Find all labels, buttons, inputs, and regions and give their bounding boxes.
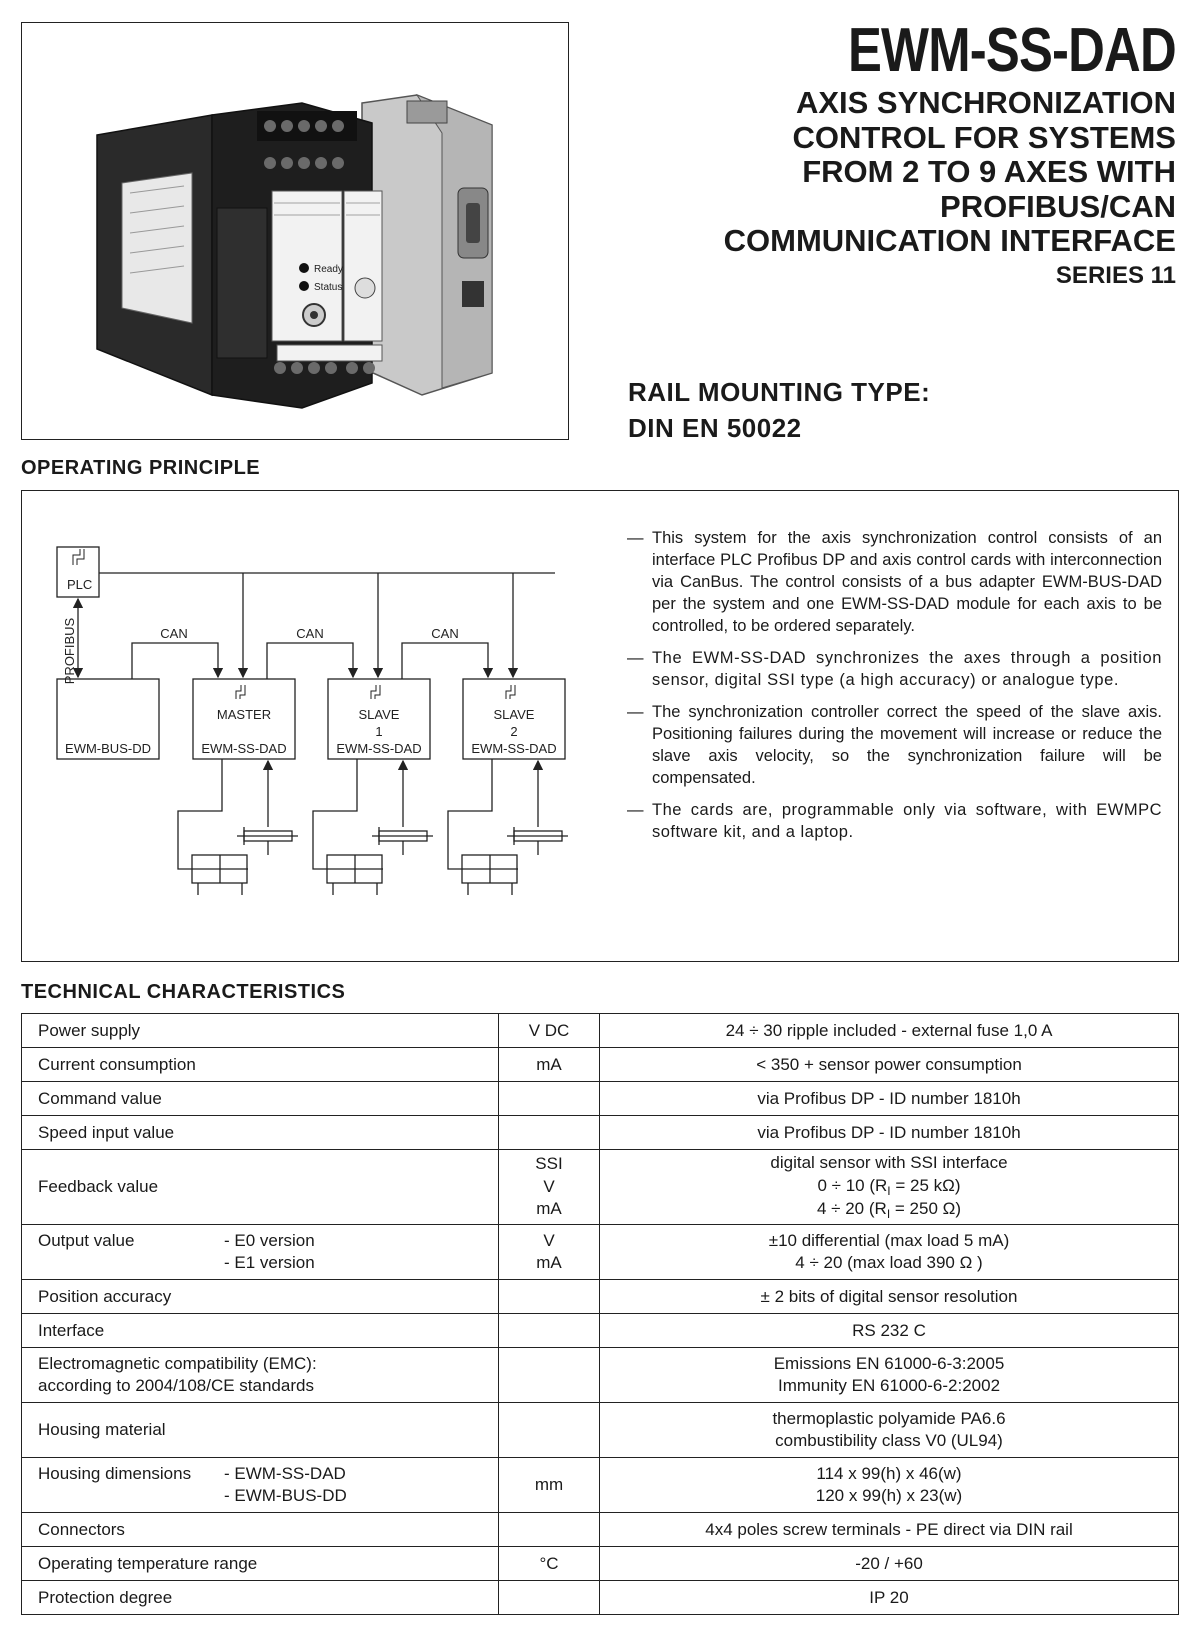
row-value: 24 ÷ 30 ripple included - external fuse 1,0 A bbox=[600, 1014, 1179, 1048]
module-label: EWM-SS-DAD bbox=[336, 741, 422, 756]
row-unit bbox=[499, 1348, 600, 1403]
table-row bbox=[22, 1150, 1179, 1225]
table-row bbox=[22, 1403, 1179, 1458]
subtitle-line: COMMUNICATION INTERFACE bbox=[723, 223, 1176, 258]
product-title: EWM-SS-DAD bbox=[848, 16, 1176, 85]
table-row bbox=[22, 1116, 1179, 1150]
version-line: - EWM-BUS-DD bbox=[224, 1486, 347, 1505]
row-unit bbox=[499, 1280, 600, 1314]
value-line: Emissions EN 61000-6-3:2005 bbox=[773, 1353, 1005, 1373]
row-unit bbox=[499, 1150, 600, 1225]
operating-principle-text bbox=[627, 527, 1162, 853]
value-part: 4 ÷ 20 (R bbox=[817, 1199, 887, 1219]
table-row bbox=[22, 1225, 1179, 1280]
principle-paragraph bbox=[627, 647, 1162, 691]
technical-table bbox=[21, 1013, 1179, 1615]
unit-line: V bbox=[543, 1176, 555, 1196]
unit-line: V bbox=[543, 1230, 555, 1250]
row-unit: °C bbox=[499, 1547, 600, 1581]
value-part: 0 ÷ 10 (R bbox=[817, 1175, 888, 1195]
name-text: Output value bbox=[38, 1230, 135, 1250]
row-value: -20 / +60 bbox=[600, 1547, 1179, 1581]
version-line: - E0 version bbox=[224, 1230, 315, 1250]
subtitle-line: CONTROL FOR SYSTEMS bbox=[792, 119, 1176, 155]
product-illustration bbox=[22, 23, 570, 441]
row-name bbox=[22, 1458, 499, 1513]
name-text: Housing dimensions bbox=[38, 1463, 192, 1483]
plc-label: PLC bbox=[67, 577, 93, 592]
rail-mounting-info bbox=[628, 374, 930, 446]
rail-line: DIN EN 50022 bbox=[628, 413, 802, 443]
value-line: 120 x 99(h) x 23(w) bbox=[815, 1486, 963, 1505]
dash: — bbox=[627, 529, 644, 547]
subtitle-line: AXIS SYNCHRONIZATION bbox=[795, 85, 1176, 120]
row-name bbox=[22, 1225, 499, 1280]
row-unit bbox=[499, 1082, 600, 1116]
subtitle-line: FROM 2 TO 9 AXES WITH bbox=[802, 154, 1176, 189]
row-unit bbox=[499, 1314, 600, 1348]
system-diagram bbox=[22, 491, 622, 961]
row-unit: V DC bbox=[499, 1014, 600, 1048]
row-value bbox=[600, 1225, 1179, 1280]
row-name: Speed input value bbox=[22, 1116, 499, 1150]
value-line: digital sensor with SSI interface bbox=[770, 1153, 1008, 1173]
row-value bbox=[600, 1403, 1179, 1458]
can-label: CAN bbox=[296, 626, 324, 641]
row-value: ± 2 bits of digital sensor resolution bbox=[600, 1280, 1179, 1314]
row-value: < 350 + sensor power consumption bbox=[600, 1048, 1179, 1082]
dash: — bbox=[627, 649, 645, 667]
name-line: Electromagnetic compatibility (EMC): bbox=[38, 1353, 317, 1373]
table-row bbox=[22, 1014, 1179, 1048]
row-value: 4x4 poles screw terminals - PE direct via DIN rail bbox=[600, 1513, 1179, 1547]
value-line: Immunity EN 61000-6-2:2002 bbox=[777, 1376, 1001, 1395]
subtitle-line: PROFIBUS/CAN bbox=[940, 188, 1176, 224]
row-name: Interface bbox=[22, 1314, 499, 1348]
table-row bbox=[22, 1048, 1179, 1082]
row-name bbox=[22, 1348, 499, 1403]
operating-principle-box bbox=[21, 490, 1179, 962]
table-row bbox=[22, 1458, 1179, 1513]
row-name: Operating temperature range bbox=[22, 1547, 499, 1581]
value-line bbox=[600, 1175, 1178, 1199]
unit-line: mA bbox=[536, 1199, 562, 1219]
slave-label: SLAVE bbox=[493, 707, 535, 722]
value-part: = 25 kΩ) bbox=[890, 1175, 961, 1195]
rail-line: RAIL MOUNTING TYPE: bbox=[628, 377, 931, 407]
paragraph-text: The EWM-SS-DAD synchronizes the axes through a position sensor, digital SSI type (a high accuracy) or analogue type. bbox=[652, 649, 1162, 689]
value-line bbox=[600, 1198, 1178, 1222]
value-line: 114 x 99(h) x 46(w) bbox=[816, 1463, 962, 1483]
value-line: ±10 differential (max load 5 mA) bbox=[768, 1230, 1010, 1250]
value-line: thermoplastic polyamide PA6.6 bbox=[772, 1408, 1006, 1428]
row-unit bbox=[499, 1581, 600, 1615]
row-name: Current consumption bbox=[22, 1048, 499, 1082]
name-line: according to 2004/108/CE standards bbox=[38, 1376, 314, 1395]
row-unit bbox=[499, 1513, 600, 1547]
version-line: - EWM-SS-DAD bbox=[224, 1463, 346, 1483]
module-label: EWM-SS-DAD bbox=[201, 741, 287, 756]
row-name: Position accuracy bbox=[22, 1280, 499, 1314]
slave-label: SLAVE bbox=[358, 707, 400, 722]
table-row bbox=[22, 1280, 1179, 1314]
table-row bbox=[22, 1348, 1179, 1403]
value-line: 4 ÷ 20 (max load 390 Ω ) bbox=[795, 1253, 983, 1272]
principle-paragraph bbox=[627, 701, 1162, 789]
ready-led-label: Ready bbox=[314, 264, 343, 275]
status-led-label: Status bbox=[314, 282, 343, 293]
table-row bbox=[22, 1581, 1179, 1615]
value-part: = 250 Ω) bbox=[890, 1199, 961, 1219]
unit-line: mA bbox=[536, 1253, 562, 1272]
row-value: via Profibus DP - ID number 1810h bbox=[600, 1082, 1179, 1116]
table-row bbox=[22, 1513, 1179, 1547]
row-unit: mA bbox=[499, 1048, 600, 1082]
version-line: - E1 version bbox=[224, 1253, 315, 1272]
table-row bbox=[22, 1314, 1179, 1348]
technical-heading: TECHNICAL CHARACTERISTICS bbox=[21, 981, 346, 1003]
row-value: via Profibus DP - ID number 1810h bbox=[600, 1116, 1179, 1150]
slave-number: 2 bbox=[510, 724, 518, 739]
row-name: Power supply bbox=[22, 1014, 499, 1048]
unit-line: SSI bbox=[535, 1154, 563, 1174]
row-value: RS 232 C bbox=[600, 1314, 1179, 1348]
profibus-label: PROFIBUS bbox=[62, 617, 77, 685]
table-row bbox=[22, 1082, 1179, 1116]
row-name: Feedback value bbox=[22, 1150, 499, 1225]
master-label: MASTER bbox=[216, 707, 272, 722]
row-unit: mm bbox=[499, 1458, 600, 1513]
row-value: IP 20 bbox=[600, 1581, 1179, 1615]
subscript: I bbox=[887, 1183, 891, 1198]
row-unit bbox=[499, 1403, 600, 1458]
subscript: I bbox=[886, 1207, 891, 1222]
row-name: Protection degree bbox=[22, 1581, 499, 1615]
paragraph-text: The synchronization controller correct the speed of the slave axis. Positioning failures during the movement will increase or reduce the slave axis velocity, so the synchronization failure will be compensated. bbox=[652, 703, 1162, 787]
row-value bbox=[600, 1150, 1179, 1225]
module-label: EWM-SS-DAD bbox=[471, 741, 557, 756]
product-photo bbox=[21, 22, 569, 440]
can-label: CAN bbox=[431, 626, 459, 641]
row-name: Housing material bbox=[22, 1403, 499, 1458]
row-unit bbox=[499, 1225, 600, 1280]
dash: — bbox=[627, 801, 644, 819]
dash: — bbox=[627, 703, 644, 721]
bus-module-label: EWM-BUS-DD bbox=[65, 741, 151, 756]
can-label: CAN bbox=[160, 626, 188, 641]
product-subtitle bbox=[724, 86, 1176, 259]
value-line: combustibility class V0 (UL94) bbox=[775, 1431, 1003, 1450]
slave-number: 1 bbox=[375, 724, 383, 739]
row-value bbox=[600, 1458, 1179, 1513]
principle-paragraph bbox=[627, 527, 1162, 637]
series-label: SERIES 11 bbox=[1055, 262, 1176, 289]
operating-principle-heading: OPERATING PRINCIPLE bbox=[21, 457, 261, 479]
table-row bbox=[22, 1547, 1179, 1581]
paragraph-text: The cards are, programmable only via software, with EWMPC software kit, and a laptop. bbox=[652, 801, 1162, 841]
row-name: Command value bbox=[22, 1082, 499, 1116]
row-unit bbox=[499, 1116, 600, 1150]
paragraph-text: This system for the axis synchronization control consists of an interface PLC Profibus DP and axis control cards with interconnection via CanBus. The control consists of a bus adapter EWM-BUS-DAD per the system and one EWM-SS-DAD module for each axis to be controlled, to be ordered separately. bbox=[652, 529, 1162, 635]
row-name: Connectors bbox=[22, 1513, 499, 1547]
row-value bbox=[600, 1348, 1179, 1403]
principle-paragraph bbox=[627, 799, 1162, 843]
